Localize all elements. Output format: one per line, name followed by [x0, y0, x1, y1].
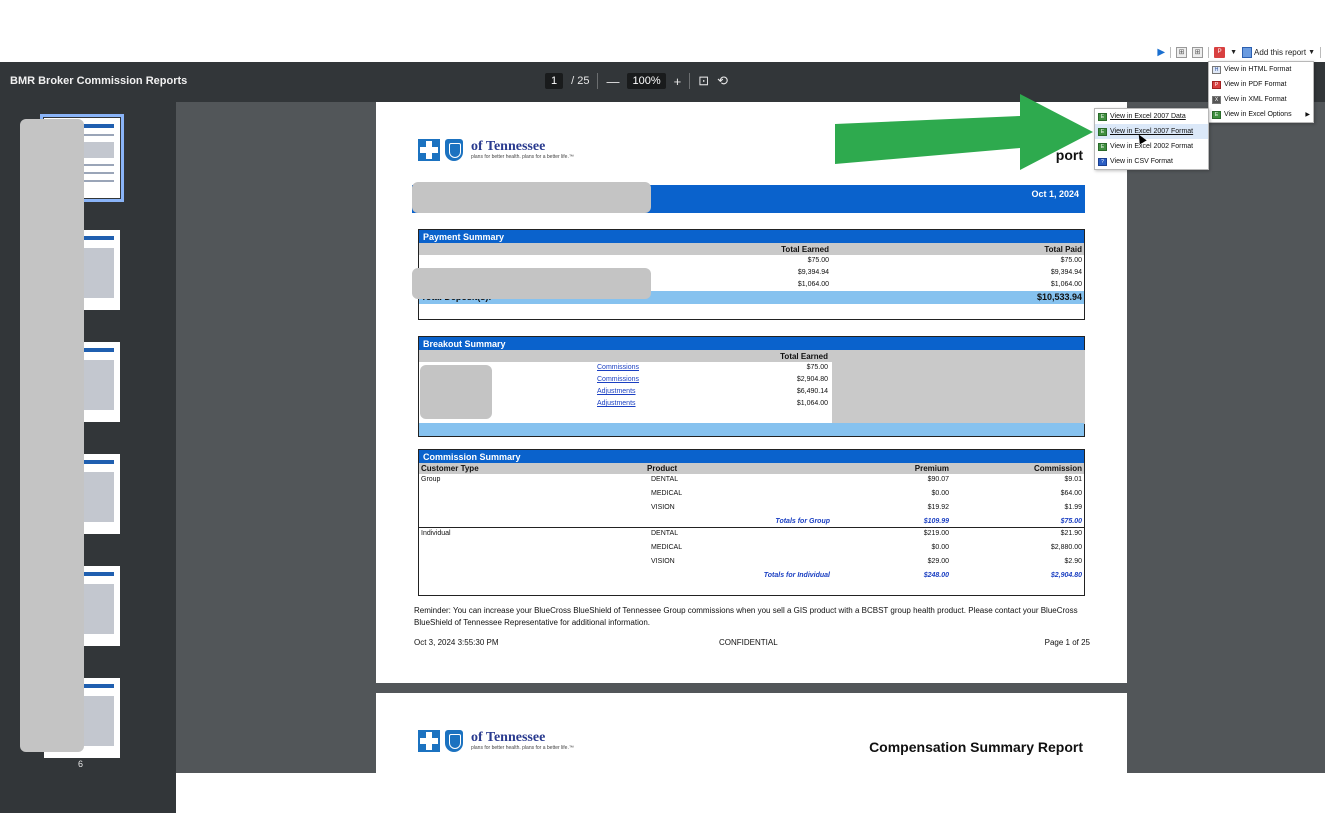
commission-summary-section [418, 449, 1085, 596]
group-total-commission: $2,904.80 [1050, 572, 1082, 579]
customer-type: Individual [421, 530, 451, 537]
premium: $90.07 [927, 476, 949, 483]
menu-item-label: View in XML Format [1224, 96, 1287, 103]
logo-org-name: of Tennessee [471, 139, 546, 154]
redaction-block [20, 119, 84, 752]
toolbar-divider [1170, 47, 1171, 58]
excel-icon: E [1098, 113, 1107, 121]
column-header-row [419, 350, 832, 362]
html-icon: H [1212, 66, 1221, 74]
table-row [419, 255, 1084, 267]
product: VISION [651, 558, 675, 565]
breakout-value: $6,490.14 [796, 388, 828, 395]
product: VISION [651, 504, 675, 511]
product: DENTAL [651, 476, 679, 483]
report-date: Oct 1, 2024 [1031, 189, 1079, 199]
group-total-row [419, 570, 1084, 582]
premium: $219.00 [923, 530, 949, 537]
report-page-1 [376, 102, 1127, 683]
top-strip [0, 0, 1325, 62]
logo-tagline: plans for better health. plans for a better life.™ [471, 745, 574, 751]
col-commission: Commission [1033, 464, 1082, 473]
blue-shield-icon [445, 139, 463, 161]
document-title: BMR Broker Commission Reports [10, 75, 188, 87]
pdf-icon: P [1212, 81, 1221, 89]
commission: $64.00 [1060, 490, 1082, 497]
footer-timestamp: Oct 3, 2024 3:55:30 PM [414, 638, 499, 647]
table-row [419, 528, 1084, 542]
report-toolbar [1157, 44, 1321, 60]
logo-org-name: of Tennessee [471, 730, 546, 745]
toolbar-divider [1320, 47, 1321, 58]
excel-icon: E [1212, 111, 1221, 119]
section-header: Breakout Summary [419, 337, 1084, 350]
group-total-premium: $109.99 [923, 518, 949, 525]
chevron-right-icon: ▶ [1305, 112, 1310, 118]
zoom-input[interactable]: 100% [627, 73, 665, 89]
col-premium: Premium [914, 464, 949, 473]
redaction-block [420, 365, 492, 419]
breakout-value: $2,904.80 [796, 376, 828, 383]
paid-value: $1,064.00 [1050, 281, 1082, 288]
breakout-type-link[interactable]: Adjustments [597, 388, 636, 395]
next-page-icon[interactable]: ⊞ [1192, 47, 1203, 58]
report-title: Compensation Summary Report [869, 739, 1083, 755]
menu-item-csv[interactable] [1095, 154, 1208, 169]
zoom-in-button[interactable]: + [673, 73, 682, 89]
table-row [419, 556, 1084, 570]
breakout-grey-area [832, 350, 1085, 424]
rotate-icon[interactable]: ⟲ [717, 73, 729, 88]
premium: $19.92 [927, 504, 949, 511]
breakout-type-link[interactable]: Commissions [597, 376, 640, 383]
earned-value: $75.00 [807, 257, 829, 264]
product: DENTAL [651, 530, 679, 537]
arrow-shape [835, 94, 1093, 170]
menu-item-label: View in Excel Options [1224, 111, 1292, 118]
reminder-text: Reminder: You can increase your BlueCross BlueShield of Tennessee Group commissions when you sell a GIS product with a BCBST group health product. Please contact your BlueCross BlueShield of Tennessee Representative for additional information. [414, 606, 1078, 627]
logo-tagline: plans for better health. plans for a better life.™ [471, 154, 574, 160]
add-report-label: Add this report [1254, 47, 1307, 57]
excel-submenu [1094, 108, 1209, 170]
column-header-row [419, 243, 1084, 255]
customer-type: Group [421, 476, 441, 483]
bcbst-logo [418, 139, 574, 161]
commission: $21.90 [1060, 530, 1082, 537]
green-arrow-annotation [835, 94, 1095, 174]
paid-value: $75.00 [1060, 257, 1082, 264]
table-row [419, 474, 1084, 488]
col-customer-type: Customer Type [421, 464, 479, 473]
group-total-premium: $248.00 [923, 572, 949, 579]
table-row [419, 488, 1084, 502]
breakout-summary-section [418, 336, 1085, 437]
document-canvas [176, 102, 1325, 773]
breakout-value: $1,064.00 [796, 400, 828, 407]
xml-icon: X [1212, 96, 1221, 104]
section-header: Payment Summary [419, 230, 1084, 243]
col-total-paid: Total Paid [1044, 245, 1082, 254]
premium: $0.00 [931, 490, 949, 497]
add-report-icon [1242, 47, 1252, 58]
export-icon[interactable]: P [1214, 47, 1225, 58]
commission: $2.90 [1064, 558, 1082, 565]
menu-item-label: View in CSV Format [1110, 158, 1173, 165]
add-report-button[interactable] [1242, 47, 1315, 58]
menu-item-excel-2007-format[interactable] [1095, 124, 1208, 139]
blue-shield-icon [445, 730, 463, 752]
redaction-block [412, 182, 651, 213]
total-value: $10,533.94 [1036, 292, 1082, 302]
paid-value: $9,394.94 [1050, 269, 1082, 276]
breakout-footer-bar [419, 423, 1084, 436]
redaction-block [412, 268, 651, 299]
product: MEDICAL [651, 490, 683, 497]
group-total-row [419, 516, 1084, 528]
group-total-commission: $75.00 [1060, 518, 1082, 525]
menu-item-label: View in HTML Format [1224, 66, 1292, 73]
menu-item-excel-options[interactable] [1209, 107, 1313, 122]
menu-item-excel-2002-format[interactable] [1095, 139, 1208, 154]
product: MEDICAL [651, 544, 683, 551]
page-number-input[interactable]: 1 [545, 73, 563, 89]
table-row [419, 542, 1084, 556]
group-total-label: Totals for Group [775, 518, 830, 525]
breakout-type-link[interactable]: Commissions [597, 364, 640, 371]
group-total-label: Totals for Individual [763, 572, 830, 579]
divider [597, 73, 598, 89]
menu-item-xml[interactable] [1209, 92, 1313, 107]
excel-icon: E [1098, 128, 1107, 136]
thumbnail-number: 6 [78, 759, 84, 769]
fit-page-icon[interactable]: ⊡ [698, 73, 710, 88]
export-menu [1208, 61, 1314, 123]
premium: $0.00 [931, 544, 949, 551]
csv-icon: ? [1098, 158, 1107, 166]
breakout-type-link[interactable]: Adjustments [597, 400, 636, 407]
col-total-earned: Total Earned [781, 245, 829, 254]
blue-cross-icon [418, 730, 440, 752]
menu-item-label: View in Excel 2007 Data [1110, 113, 1186, 120]
premium: $29.00 [927, 558, 949, 565]
earned-value: $1,064.00 [797, 281, 829, 288]
blue-cross-icon [418, 139, 440, 161]
page-total: / 25 [571, 75, 590, 87]
col-product: Product [647, 464, 678, 473]
first-page-icon[interactable]: ⊞ [1176, 47, 1187, 58]
run-icon[interactable]: ▶ [1157, 46, 1166, 58]
col-total-earned: Total Earned [780, 352, 828, 361]
report-title: port [1055, 147, 1083, 163]
menu-item-html[interactable] [1209, 62, 1313, 77]
commission: $1.99 [1064, 504, 1082, 511]
zoom-out-button[interactable]: — [606, 73, 620, 89]
table-row [419, 502, 1084, 516]
page-controls [545, 73, 728, 89]
toolbar-divider [1208, 47, 1209, 58]
chevron-down-icon: ▼ [1308, 48, 1315, 56]
commission: $9.01 [1064, 476, 1082, 483]
pdf-viewer-toolbar [0, 62, 1325, 102]
footer-page-number: Page 1 of 25 [1044, 638, 1090, 647]
divider [689, 73, 690, 89]
menu-item-pdf[interactable] [1209, 77, 1313, 92]
section-header: Commission Summary [419, 450, 1084, 463]
breakout-value: $75.00 [806, 364, 828, 371]
footer-confidential: CONFIDENTIAL [719, 638, 778, 647]
commission: $2,880.00 [1050, 544, 1082, 551]
column-header-row [419, 463, 1084, 474]
report-page-2 [376, 693, 1127, 773]
menu-item-label: View in PDF Format [1224, 81, 1287, 88]
excel-icon: E [1098, 143, 1107, 151]
menu-item-label: View in Excel 2007 Format [1110, 128, 1194, 135]
bcbst-logo [418, 730, 574, 752]
menu-item-label: View in Excel 2002 Format [1110, 143, 1194, 150]
earned-value: $9,394.94 [797, 269, 829, 276]
menu-item-excel-2007-data[interactable] [1095, 109, 1208, 124]
export-dropdown-icon[interactable]: ▼ [1230, 48, 1238, 56]
